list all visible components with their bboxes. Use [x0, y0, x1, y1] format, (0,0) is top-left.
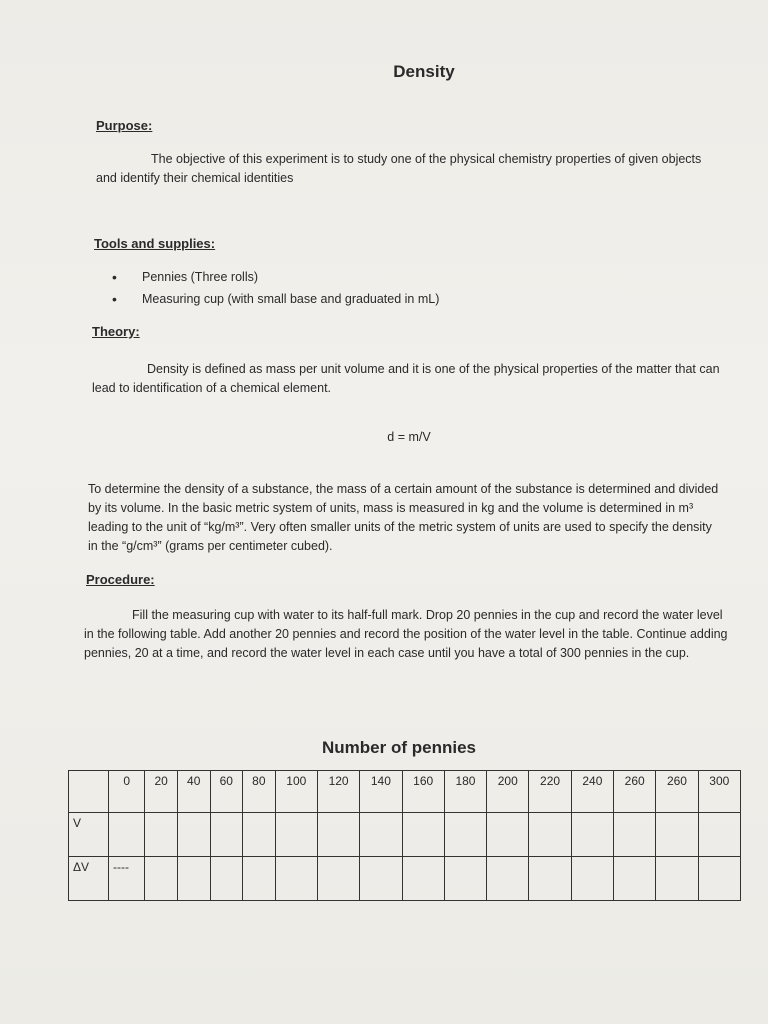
table-cell: ---- — [109, 857, 145, 901]
table-cell — [487, 857, 529, 901]
table-cell — [529, 857, 571, 901]
column-header: 260 — [656, 771, 698, 813]
density-formula: d = m/V — [387, 430, 431, 444]
purpose-heading: Purpose: — [96, 118, 153, 133]
table-row — [69, 813, 741, 857]
table-cell — [656, 857, 698, 901]
bullet-icon: • — [112, 291, 117, 307]
purpose-text: The objective of this experiment is to study one of the physical chemistry properties of given objects and identify their chemical identities — [96, 152, 702, 185]
column-header: 200 — [487, 771, 529, 813]
table-cell — [571, 813, 613, 857]
tools-item — [112, 288, 439, 310]
column-header: 180 — [444, 771, 486, 813]
page-title: Density — [393, 62, 455, 81]
table-cell — [698, 857, 740, 901]
table-cell — [444, 813, 486, 857]
procedure-text: Fill the measuring cup with water to its half-full mark. Drop 20 pennies in the cup and record the water level in the following table. Add another 20 pennies and record the position of the water level in the table. Continue adding pennies, 20 at a time, and record the water level in each case until you have a total of 300 pennies in the cup. — [84, 608, 728, 660]
column-header: 100 — [275, 771, 317, 813]
table-cell — [402, 813, 444, 857]
theory-text-2: To determine the density of a substance, the mass of a certain amount of the substance is determined and divided by its volume. In the basic metric system of units, mass is measured in kg and the volume is determined in m³ leading to the unit of “kg/m³”. Very often smaller units of the metric system of units are used to specify the density in the “g/cm³” (grams per centimeter cubed). — [88, 482, 719, 553]
table-title: Number of pennies — [322, 738, 476, 757]
theory-text-1: Density is defined as mass per unit volume and it is one of the physical properties of the matter that can lead to identification of a chemical element. — [92, 362, 720, 395]
table-cell — [275, 857, 317, 901]
table-cell — [698, 813, 740, 857]
table-cell — [177, 813, 210, 857]
tools-list — [112, 266, 439, 310]
table-row — [69, 857, 741, 901]
column-header: 160 — [402, 771, 444, 813]
table-cell — [317, 857, 359, 901]
column-header: 260 — [614, 771, 656, 813]
table-cell — [317, 813, 359, 857]
data-table — [68, 770, 741, 901]
tools-item-label: Measuring cup (with small base and graduated in mL) — [142, 292, 440, 306]
table-cell — [444, 857, 486, 901]
theory-heading: Theory: — [92, 324, 140, 339]
column-header: 20 — [145, 771, 178, 813]
column-header: 300 — [698, 771, 740, 813]
table-cell — [145, 813, 178, 857]
column-header: 120 — [317, 771, 359, 813]
column-header: 0 — [109, 771, 145, 813]
bullet-icon: • — [112, 269, 117, 285]
tools-item-label: Pennies (Three rolls) — [142, 270, 259, 284]
column-header: 60 — [210, 771, 243, 813]
table-header-row — [69, 771, 741, 813]
table-cell — [360, 813, 402, 857]
column-header: 140 — [360, 771, 402, 813]
column-header: 240 — [571, 771, 613, 813]
table-cell — [109, 813, 145, 857]
table-cell — [210, 857, 243, 901]
table-corner-cell — [69, 771, 109, 813]
column-header: 80 — [243, 771, 276, 813]
tools-item — [112, 266, 439, 288]
column-header: 40 — [177, 771, 210, 813]
table-cell — [275, 813, 317, 857]
table-cell — [243, 813, 276, 857]
column-header: 220 — [529, 771, 571, 813]
table-cell — [614, 813, 656, 857]
row-label: V — [69, 813, 109, 857]
table-cell — [402, 857, 444, 901]
table-cell — [529, 813, 571, 857]
procedure-heading: Procedure: — [86, 572, 155, 587]
tools-heading: Tools and supplies: — [94, 236, 216, 251]
table-cell — [145, 857, 178, 901]
row-label: ΔV — [69, 857, 109, 901]
table-cell — [487, 813, 529, 857]
table-cell — [210, 813, 243, 857]
table-cell — [177, 857, 210, 901]
table-cell — [360, 857, 402, 901]
table-cell — [614, 857, 656, 901]
table-cell — [656, 813, 698, 857]
table-cell — [571, 857, 613, 901]
table-cell — [243, 857, 276, 901]
